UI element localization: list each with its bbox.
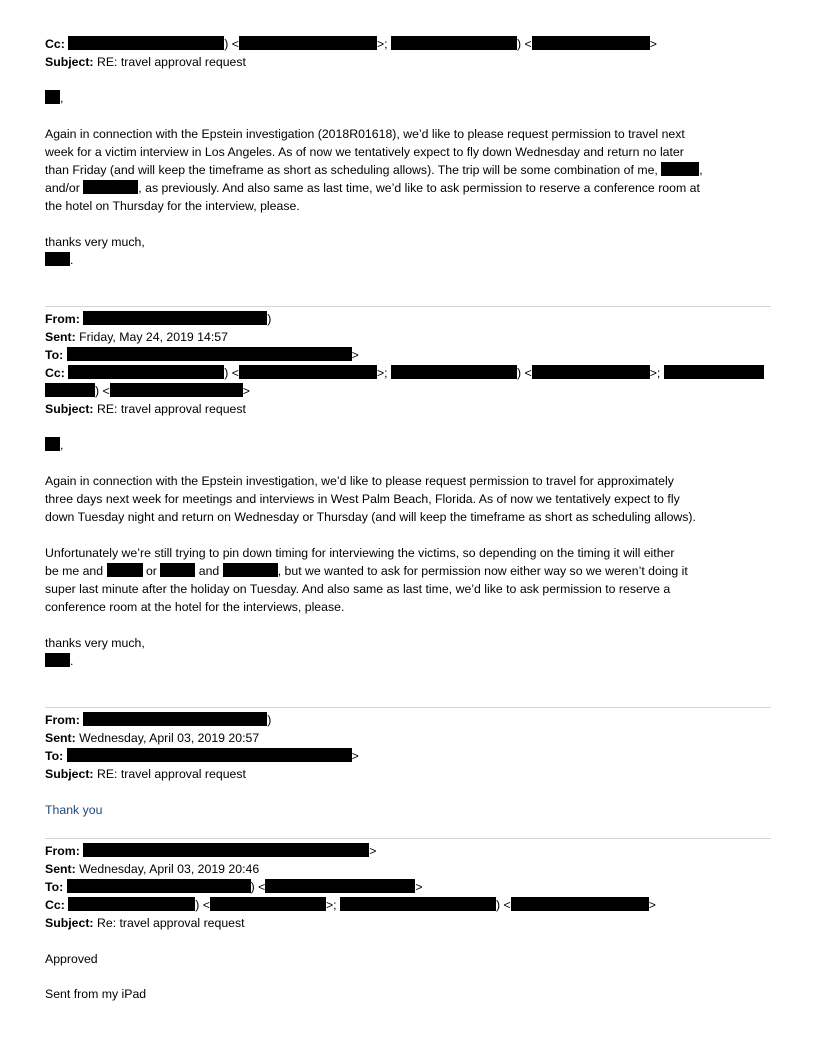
sent-date: Wednesday, April 03, 2019 20:57 [79, 731, 260, 745]
msg2-cc-line [45, 364, 764, 382]
punct: > [351, 348, 359, 362]
punct: ) [267, 312, 272, 326]
redaction [67, 879, 251, 893]
redaction [239, 365, 377, 379]
msg3-sent-line [45, 729, 259, 747]
to-label: To: [45, 348, 64, 362]
msg1-body-line: the hotel on Thursday for the interview, please. [45, 199, 300, 213]
sent-label: Sent: [45, 862, 76, 876]
redaction [532, 365, 650, 379]
msg2-body-line: three days next week for meetings and interviews in West Palm Beach, Florida. As of now we tentatively expect to fly [45, 492, 680, 506]
msg1-greeting [45, 89, 63, 107]
sig-period: . [70, 654, 74, 668]
from-label: From: [45, 713, 80, 727]
msg4-sent-line [45, 860, 259, 878]
punct: ) < [224, 37, 239, 51]
msg1-closing: thanks very much, [45, 235, 145, 249]
redaction [532, 36, 650, 50]
to-label: To: [45, 749, 64, 763]
punct: >; [325, 898, 337, 912]
msg2-cc-line-cont [45, 382, 250, 400]
redaction [83, 311, 267, 325]
msg4-footer: Sent from my iPad [45, 987, 147, 1001]
msg2-from-line [45, 310, 271, 328]
to-label: To: [45, 880, 64, 894]
redaction [45, 90, 60, 104]
redaction [664, 365, 764, 379]
punct: ) < [516, 37, 532, 51]
message-divider [45, 838, 771, 839]
punct: ) [267, 713, 272, 727]
redaction [67, 347, 352, 361]
punct: ) < [495, 898, 511, 912]
message-divider [45, 707, 771, 708]
redaction [160, 563, 195, 577]
redaction [661, 162, 699, 176]
msg4-body: Approved [45, 952, 98, 966]
msg1-body-line [45, 161, 703, 179]
msg4-cc-line [45, 896, 656, 914]
cc-label: Cc: [45, 898, 65, 912]
subject-label: Subject: [45, 55, 94, 69]
redaction [265, 879, 415, 893]
redaction [45, 252, 70, 266]
redaction [83, 712, 267, 726]
redaction [391, 36, 517, 50]
msg4-to-line [45, 878, 423, 896]
body-text: , as previously. And also same as last time, we’d like to ask permission to reserve a conference room at [138, 181, 700, 195]
punct: ) < [95, 384, 110, 398]
redaction [68, 36, 224, 50]
msg2-body-line: super last minute after the holiday on Tuesday. And also same as last time, we’d like to ask permission to reserve a [45, 582, 671, 596]
msg3-subject-line [45, 765, 246, 783]
redaction [340, 897, 496, 911]
msg2-to-line [45, 346, 359, 364]
redaction [511, 897, 649, 911]
from-label: From: [45, 844, 80, 858]
body-text: than Friday (and will keep the timeframe as short as scheduling allows). The trip will be some combination of me, [45, 163, 658, 177]
redaction [68, 365, 224, 379]
punct: ) < [195, 898, 210, 912]
cc-label: Cc: [45, 366, 65, 380]
body-text: and [198, 564, 220, 578]
punct: > [242, 384, 250, 398]
msg1-subject-line [45, 53, 246, 71]
redaction [223, 563, 278, 577]
redaction [391, 365, 517, 379]
body-text: and/or [45, 181, 80, 195]
msg1-signature [45, 251, 73, 269]
punct: > [351, 749, 359, 763]
subject-text: Re: travel approval request [96, 916, 245, 930]
redaction [83, 843, 369, 857]
subject-label: Subject: [45, 767, 94, 781]
punct: >; [376, 37, 388, 51]
punct: ) < [516, 366, 532, 380]
body-text: be me and [45, 564, 104, 578]
body-text: or [145, 564, 157, 578]
msg2-closing: thanks very much, [45, 636, 145, 650]
msg2-greeting [45, 436, 63, 454]
sig-period: . [70, 253, 74, 267]
redaction [110, 383, 243, 397]
msg1-cc-line [45, 35, 657, 53]
msg2-body-line [45, 562, 688, 580]
msg4-subject-line [45, 914, 245, 932]
punct: ) < [224, 366, 239, 380]
redaction [83, 180, 138, 194]
msg1-body-line: Again in connection with the Epstein investigation (2018R01618), we’d like to please request permission to travel next [45, 127, 685, 141]
redaction [239, 36, 377, 50]
message-divider [45, 306, 771, 307]
subject-label: Subject: [45, 916, 94, 930]
sent-label: Sent: [45, 330, 76, 344]
redaction [45, 653, 70, 667]
subject-text: RE: travel approval request [96, 402, 246, 416]
redaction [210, 897, 326, 911]
redaction [45, 437, 60, 451]
greeting-comma: , [60, 438, 64, 452]
cc-label: Cc: [45, 37, 65, 51]
body-text: , but we wanted to ask for permission now either way so we weren’t doing it [277, 564, 688, 578]
punct: > [649, 37, 657, 51]
redaction [107, 563, 143, 577]
msg2-body-line: conference room at the hotel for the interviews, please. [45, 600, 345, 614]
msg2-sent-line [45, 328, 228, 346]
msg2-body-line: Again in connection with the Epstein investigation, we’d like to please request permission to travel for approximately [45, 474, 674, 488]
subject-text: RE: travel approval request [96, 767, 246, 781]
msg3-from-line [45, 711, 271, 729]
subject-text: RE: travel approval request [96, 55, 246, 69]
punct: ) < [250, 880, 266, 894]
greeting-comma: , [60, 91, 64, 105]
redaction [45, 383, 95, 397]
punct: >; [376, 366, 388, 380]
from-label: From: [45, 312, 80, 326]
sent-label: Sent: [45, 731, 76, 745]
punct: > [648, 898, 656, 912]
punct: > [369, 844, 377, 858]
punct: >; [649, 366, 661, 380]
redaction [68, 897, 195, 911]
sent-date: Friday, May 24, 2019 14:57 [79, 330, 228, 344]
msg2-subject-line [45, 400, 246, 418]
msg4-from-line [45, 842, 376, 860]
msg3-to-line [45, 747, 359, 765]
sent-date: Wednesday, April 03, 2019 20:46 [79, 862, 260, 876]
redaction [67, 748, 352, 762]
msg1-body-line: week for a victim interview in Los Angeles. As of now we tentatively expect to fly down Wednesday and return no later [45, 145, 684, 159]
msg3-body: Thank you [45, 803, 103, 817]
msg1-body-line [45, 179, 700, 197]
msg2-signature [45, 652, 73, 670]
msg2-body-line: Unfortunately we’re still trying to pin down timing for interviewing the victims, so depending on the timing it will either [45, 546, 675, 560]
punct: > [415, 880, 423, 894]
subject-label: Subject: [45, 402, 94, 416]
punct-comma: , [699, 163, 703, 177]
msg2-body-line: down Tuesday night and return on Wednesday or Thursday (and will keep the timeframe as short as scheduling allows). [45, 510, 696, 524]
